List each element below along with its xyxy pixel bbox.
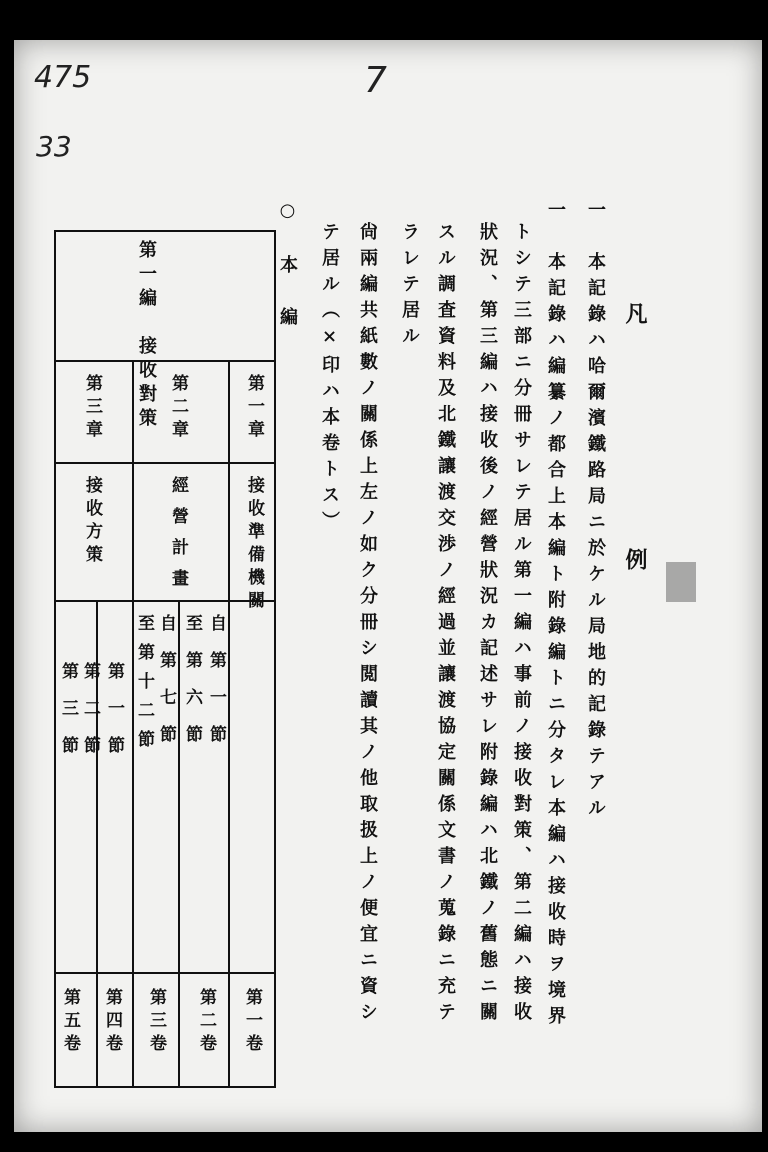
title-hanrei: 凡 例 bbox=[622, 302, 648, 630]
scan-smudge bbox=[666, 562, 696, 602]
text-column-2: 一 本記錄ハ編纂ノ都合上本編ト附錄編トニ分タレ本編ハ接收時ヲ境界 bbox=[545, 200, 566, 1032]
volume-table bbox=[54, 230, 276, 1088]
handwritten-subnumber: 33 bbox=[36, 130, 72, 163]
section-3-1: 第一節 bbox=[104, 662, 124, 773]
section-3-2: 第二節 bbox=[80, 662, 100, 773]
chapter-2: 第二章 bbox=[168, 374, 188, 443]
section-3-3: 第三節 bbox=[58, 662, 78, 773]
chapter-1: 第一章 bbox=[244, 374, 264, 443]
chapter-3: 第三章 bbox=[82, 374, 102, 443]
text-column-5: スル調査資料及北鐵讓渡交渉ノ經過並讓渡協定關係文書ノ蒐錄ニ充テ bbox=[435, 222, 456, 1028]
text-column-7: 尙兩編共紙數ノ關係上左ノ如ク分冊シ閲讀其ノ他取扱上ノ便宜ニ資シ bbox=[357, 222, 378, 1028]
handwritten-page-mark: 7 bbox=[364, 60, 387, 101]
chapter-1-title: 接收準備機關 bbox=[244, 476, 264, 614]
text-column-1: 一 本記錄ハ哈爾濱鐵路局ニ於ケル局地的記錄テアル bbox=[585, 200, 606, 824]
volume-4: 第四卷 bbox=[102, 988, 122, 1057]
text-column-6: ラレテ居ル bbox=[399, 222, 420, 352]
section-range-2b: 至第十二節 bbox=[134, 614, 154, 759]
volume-5: 第五卷 bbox=[60, 988, 80, 1057]
text-column-3: トシテ三部ニ分冊サレテ居ル第一編ハ事前ノ接收對策、第二編ハ接收 bbox=[511, 222, 532, 1028]
document-page bbox=[14, 40, 762, 1132]
chapter-3-title: 接收方策 bbox=[82, 476, 102, 568]
text-column-8: テ居ル（×印ハ本卷トス） bbox=[319, 222, 340, 537]
section-range-2a: 自第七節 bbox=[156, 614, 176, 762]
text-column-4: 狀況、第三編ハ接收後ノ經營狀況カ記述サレ附錄編ハ北鐵ノ舊態ニ關 bbox=[477, 222, 498, 1028]
section-range-1a: 自第一節 bbox=[206, 614, 226, 762]
handwritten-number: 475 bbox=[34, 60, 92, 95]
volume-3: 第三卷 bbox=[146, 988, 166, 1057]
part-title: 第一編 接收對策 bbox=[136, 240, 157, 432]
volume-1: 第一卷 bbox=[242, 988, 262, 1057]
volume-2: 第二卷 bbox=[196, 988, 216, 1057]
section-heading-honpen: ○ 本 編 bbox=[277, 200, 298, 333]
section-range-1b: 至第六節 bbox=[182, 614, 202, 762]
chapter-2-title: 經營計畫 bbox=[168, 476, 188, 600]
